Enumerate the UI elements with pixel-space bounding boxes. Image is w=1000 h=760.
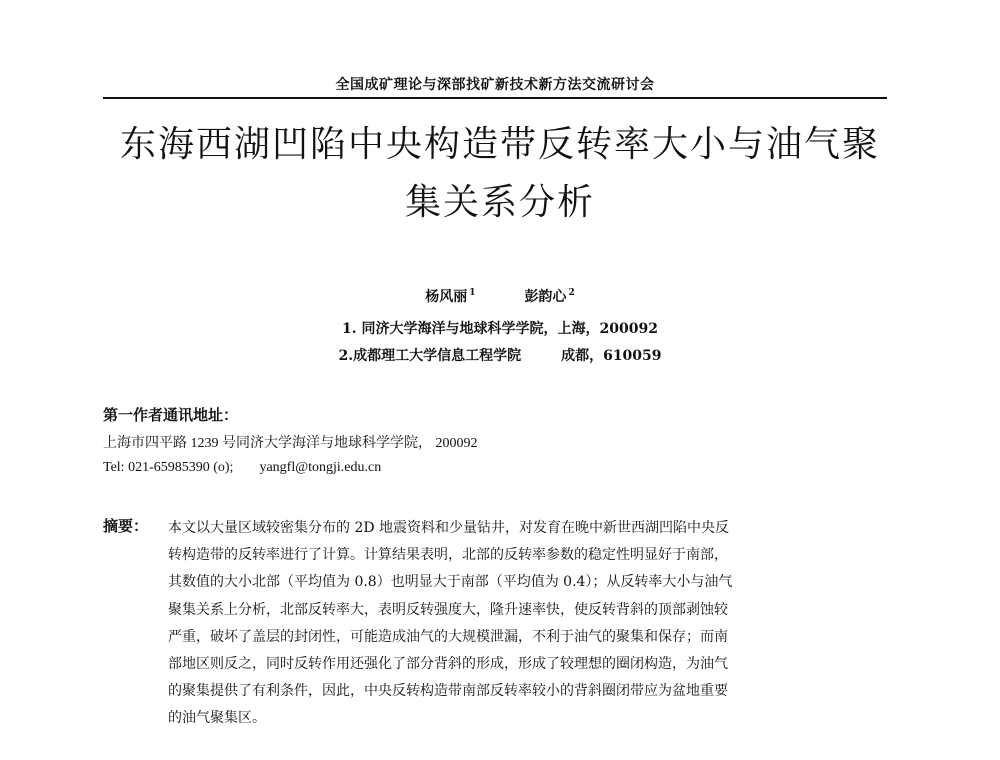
author-1 bbox=[425, 286, 475, 306]
abstract-line: 聚集关系上分析，北部反转率大，表明反转强度大，隆升速率快，使反转背斜的顶部剥蚀较 bbox=[168, 601, 728, 618]
conference-header: 全国成矿理论与深部找矿新技术新方法交流研讨会 bbox=[335, 77, 655, 93]
affiliation-2-location: 成都，610059 bbox=[561, 348, 662, 364]
paper-title bbox=[60, 116, 940, 232]
author-name: 杨风丽 bbox=[425, 289, 468, 305]
contact-label: 第一作者通讯地址： bbox=[103, 406, 239, 424]
abstract-label: 摘要： bbox=[103, 517, 149, 535]
author-list bbox=[0, 286, 1000, 306]
abstract-line: 的聚集提供了有利条件，因此，中央反转构造带南部反转率较小的背斜圈闭带应为盆地重要 bbox=[168, 683, 728, 700]
abstract-line: 严重，破坏了盖层的封闭性，可能造成油气的大规模泄漏，不利于油气的聚集和保存；而南 bbox=[168, 628, 728, 645]
header-divider bbox=[103, 97, 887, 99]
author-name: 彭韵心 bbox=[524, 289, 567, 305]
abstract-line: 转构造带的反转率进行了计算。计算结果表明，北部的反转率参数的稳定性明显好于南部， bbox=[168, 547, 728, 564]
contact-phone-email bbox=[103, 460, 381, 476]
title-line-1: 东海西湖凹陷中央构造带反转率大小与油气聚 bbox=[119, 124, 880, 165]
abstract-line: 其数值的大小北部（平均值为 0.8）也明显大于南部（平均值为 0.4）；从反转率大小与油气 bbox=[168, 574, 733, 591]
contact-address: 上海市四平路 1239 号同济大学海洋与地球科学学院， 200092 bbox=[103, 436, 478, 451]
affiliation-2 bbox=[0, 345, 1000, 365]
author-affiliation-mark: 1 bbox=[469, 288, 476, 299]
contact-email: yangfl@tongji.edu.cn bbox=[259, 460, 382, 475]
author-2 bbox=[524, 286, 574, 306]
abstract-body bbox=[168, 515, 893, 733]
affiliation-2-name: 2.成都理工大学信息工程学院 bbox=[338, 348, 522, 364]
title-line-2: 集关系分析 bbox=[404, 182, 595, 223]
abstract-line: 的油气聚集区。 bbox=[168, 710, 266, 727]
abstract-line: 本文以大量区域较密集分布的 2D 地震资料和少量钻井，对发育在晚中新世西湖凹陷中央反 bbox=[168, 520, 730, 536]
abstract-line: 部地区则反之，同时反转作用还强化了部分背斜的形成，形成了较理想的圈闭构造，为油气 bbox=[168, 656, 728, 673]
affiliation-1: 1. 同济大学海洋与地球科学学院，上海，200092 bbox=[342, 321, 658, 337]
author-affiliation-mark: 2 bbox=[568, 288, 575, 299]
contact-tel: Tel: 021-65985390 (o); bbox=[103, 460, 234, 475]
